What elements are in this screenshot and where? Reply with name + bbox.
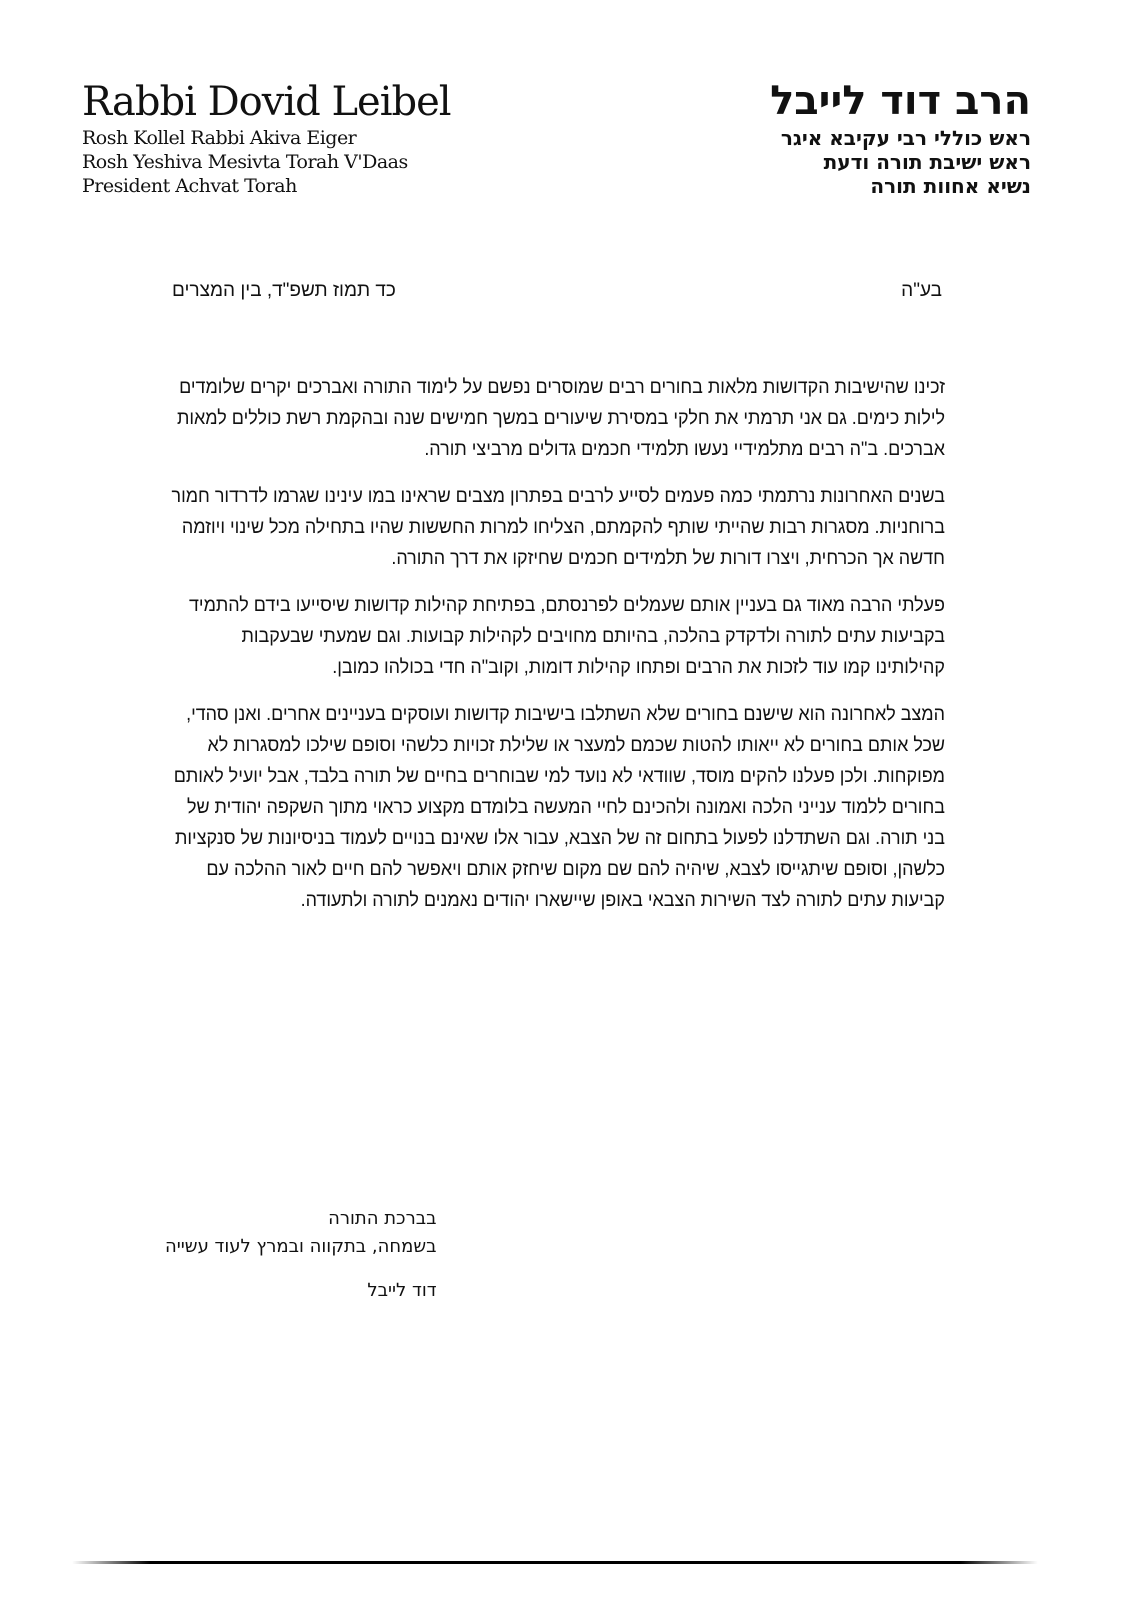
english-letterhead <box>82 78 451 198</box>
closing-block <box>165 1205 437 1305</box>
letter-body <box>170 372 945 932</box>
closing-line-1: בברכת התורה <box>328 1208 437 1229</box>
english-name: Rabbi Dovid Leibel <box>82 79 451 125</box>
footer-divider <box>72 1561 1038 1564</box>
signature: דוד לייבל <box>367 1280 437 1301</box>
english-title-3: President Achvat Torah <box>82 175 297 197</box>
besiyata-dishmaya: בע"ה <box>901 280 942 301</box>
paragraph-2: בשנים האחרונות נרתמתי כמה פעמים לסייע לרבים בפתרון מצבים שראינו במו עינינו שגרמו לדרדור חמור ברוחניות. מסגרות רבות שהייתי שותף להקמתם, הצליחו למרות החששות שהיו בתחילה מכל שינוי ויוזמה חדשה אך הכרחית, ויצרו דורות של תלמידים חכמים שחיזקו את דרך התורה. <box>171 485 946 569</box>
hebrew-title-2: ראש ישיבת תורה ודעת <box>823 150 1031 174</box>
hebrew-letterhead <box>770 76 1031 198</box>
dateline <box>172 280 942 302</box>
paragraph-3: פעלתי הרבה מאוד גם בעניין אותם שעמלים לפרנסתם, בפתיחת קהילות קדושות שיסייעו בידם להתמיד בקביעות עתים לתורה ולדקדק בהלכה, בהיותם מחויבים לקהילות קבועות. וגם שמעתי שבעקבות קהילותינו קמו עוד לזכות את הרבים ופתחו קהילות דומות, וקוב"ה חדי בכולהו כמובן. <box>188 594 946 678</box>
hebrew-name: הרב דוד לייבל <box>770 78 1031 124</box>
hebrew-title-3: נשיא אחוות תורה <box>870 174 1031 198</box>
paragraph-4: המצב לאחרונה הוא שישנם בחורים שלא השתלבו בישיבות קדושות ועוסקים בעניינים אחרים. ואנן סהדי, שכל אותם בחורים לא ייאותו להטות שכמם למעצר או שלילת זכויות כלשהי וסופם שילכו למסגרות לא מפוקחות. ולכן פעלנו להקים מוסד, שוודאי לא נועד למי שבוחרים בחיים של תורה בלבד, אבל יועיל לאותם בחורים ללמוד ענייני הלכה ואמונה ולהכינם לחיי המעשה בלומדם מקצוע כראוי מתוך השקפה יהודית של בני תורה. וגם השתדלנו לפעול בתחום זה של הצבא, עבור אלו שאינם בנויים לעמוד בניסיונות של סנקציות כלשהן, וסופם שיתגייסו לצבא, שיהיה להם שם מקום שיחזק אותם ויאפשר להם חיים לאור ההלכה עם קביעות עתים לתורה לצד השירות הצבאי באופן שיישארו יהודים נאמנים לתורה ולתעודה. <box>173 703 946 911</box>
english-title-2: Rosh Yeshiva Mesivta Torah V'Daas <box>82 151 408 173</box>
hebrew-title-1: ראש כוללי רבי עקיבא איגר <box>780 126 1031 150</box>
paragraph-1: זכינו שהישיבות הקדושות מלאות בחורים רבים שמוסרים נפשם על לימוד התורה ואברכים יקרים שלומדים לילות כימים. גם אני תרמתי את חלקי במסירת שיעורים במשך חמישים שנה ובהקמת רשת כוללים למאות אברכים. ב"ה רבים מתלמידיי נעשו תלמידי חכמים גדולים מרביצי תורה. <box>176 376 945 460</box>
english-title-1: Rosh Kollel Rabbi Akiva Eiger <box>82 127 357 149</box>
letter-date: כד תמוז תשפ"ד, בין המצרים <box>172 280 396 301</box>
closing-line-2: בשמחה, בתקווה ובמרץ לעוד עשייה <box>165 1236 437 1257</box>
